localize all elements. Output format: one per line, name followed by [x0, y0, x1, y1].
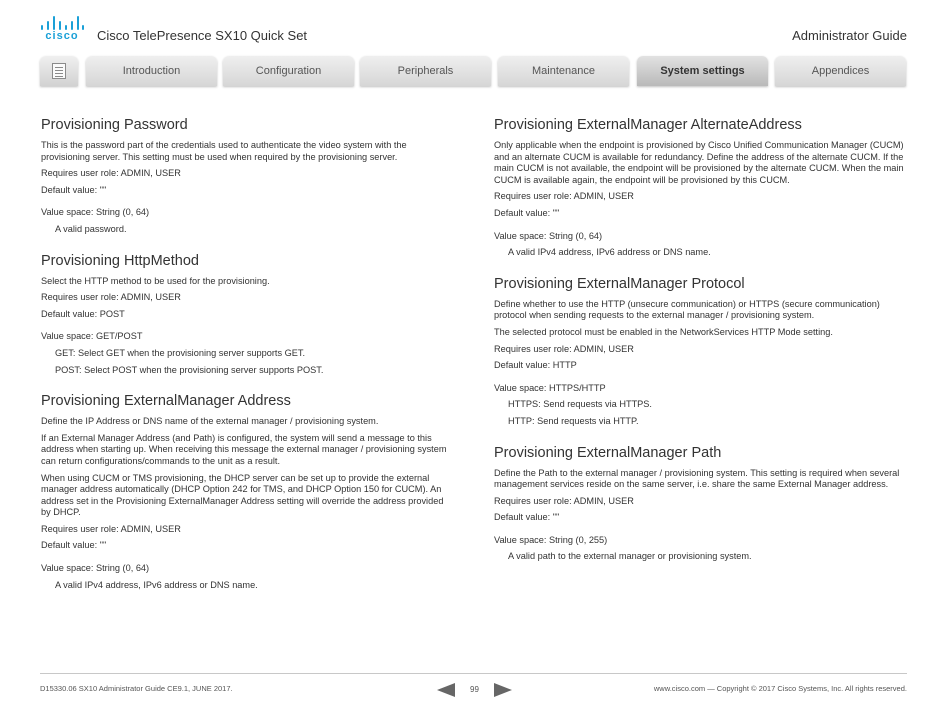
- setting-title: Provisioning HttpMethod: [41, 252, 199, 269]
- setting-description: Only applicable when the endpoint is provisioned by Cisco Unified Communication Manager (CUCM) and an alternate CUCM is available for redundancy. Define the address of the alternate CUCM. If the main CUCM is not available, the endpoint will be provisioned by the alternate CUCM. When the main CUCM is available again, the endpoint will be provisioned by this CUCM.: [494, 140, 904, 185]
- setting-title: Provisioning ExternalManager Path: [494, 444, 722, 461]
- tab-peripherals[interactable]: Peripherals: [360, 56, 491, 86]
- setting-value-space: Value space: HTTPS/HTTP: [494, 382, 606, 393]
- tab-maintenance[interactable]: Maintenance: [498, 56, 629, 86]
- footer-divider: [40, 673, 907, 674]
- setting-default: Default value: "": [494, 207, 560, 218]
- setting-section: [494, 274, 906, 428]
- setting-description: The selected protocol must be enabled in the NetworkServices HTTP Mode setting.: [494, 326, 833, 337]
- tab-system-settings[interactable]: System settings: [637, 56, 768, 86]
- right-column: [494, 115, 906, 578]
- triangle-right-icon[interactable]: [494, 683, 512, 697]
- setting-value: POST: Select POST when the provisioning server supports POST.: [55, 364, 324, 375]
- setting-description: Define the Path to the external manager / provisioning system. This setting is required when several management services reside on the same server, i.e. share the same External Manager address.: [494, 467, 900, 490]
- setting-description: When using CUCM or TMS provisioning, the DHCP server can be set up to provide the external manager address automatically (DHCP Option 242 for TMS, and DHCP Option 150 for CUCM). An address set in the Provisioning ExternalManager Address setting will override the address provided by DHCP.: [41, 472, 444, 518]
- tab-introduction[interactable]: Introduction: [86, 56, 217, 86]
- footer-document-id: D15330.06 SX10 Administrator Guide CE9.1, JUNE 2017.: [40, 684, 233, 693]
- setting-role: Requires user role: ADMIN, USER: [494, 191, 634, 202]
- setting-section: [41, 251, 453, 377]
- setting-default: Default value: "": [494, 512, 560, 523]
- page-number: 99: [470, 685, 479, 694]
- tab-home[interactable]: [40, 56, 78, 86]
- footer-copyright: www.cisco.com — Copyright © 2017 Cisco Systems, Inc. All rights reserved.: [653, 684, 907, 693]
- setting-default: Default value: HTTP: [494, 360, 577, 371]
- cisco-logo: [40, 16, 84, 44]
- cisco-logo-bars: [40, 16, 84, 30]
- setting-section: [494, 443, 906, 564]
- setting-title: Provisioning ExternalManager Address: [41, 393, 291, 410]
- cisco-logo-word: cisco: [45, 30, 79, 42]
- setting-section: [494, 115, 906, 259]
- setting-role: Requires user role: ADMIN, USER: [41, 292, 181, 303]
- setting-description: This is the password part of the credentials used to authenticate the video system with the provisioning server. This setting must be used when required by the provisioning server.: [41, 140, 407, 162]
- setting-section: [41, 391, 453, 591]
- setting-title: Provisioning ExternalManager Protocol: [494, 275, 745, 292]
- page-header: [0, 0, 950, 50]
- setting-role: Requires user role: ADMIN, USER: [494, 495, 634, 506]
- setting-title: Provisioning Password: [41, 117, 188, 133]
- pager: [437, 683, 512, 699]
- setting-title: Provisioning ExternalManager AlternateAddress: [494, 117, 802, 133]
- document-title: Cisco TelePresence SX10 Quick Set: [97, 28, 308, 43]
- setting-description: Define whether to use the HTTP (unsecure communication) or HTTPS (secure communication) protocol when sending requests to the external manager / provisioning system.: [494, 298, 880, 321]
- setting-value: A valid IPv4 address, IPv6 address or DNS name.: [55, 579, 258, 590]
- tab-appendices[interactable]: Appendices: [775, 56, 906, 86]
- setting-role: Requires user role: ADMIN, USER: [41, 168, 181, 179]
- setting-default: Default value: "": [41, 184, 107, 195]
- setting-default: Default value: "": [41, 540, 107, 551]
- setting-value: HTTPS: Send requests via HTTPS.: [508, 399, 652, 410]
- setting-value-space: Value space: String (0, 64): [494, 230, 603, 241]
- setting-value: A valid IPv4 address, IPv6 address or DNS name.: [508, 247, 711, 258]
- document-icon: [52, 63, 66, 79]
- setting-description: Select the HTTP method to be used for the provisioning.: [41, 275, 270, 286]
- setting-description: If an External Manager Address (and Path) is configured, the system will send a message to this address when starting up. When receiving this message the external manager / provisioning system can return configurations/commands to the unit as a result.: [41, 432, 447, 466]
- setting-role: Requires user role: ADMIN, USER: [41, 523, 181, 534]
- setting-description: Define the IP Address or DNS name of the external manager / provisioning system.: [41, 416, 379, 427]
- setting-default: Default value: POST: [41, 308, 125, 319]
- setting-value-space: Value space: String (0, 64): [41, 207, 150, 218]
- setting-value-space: Value space: String (0, 255): [494, 534, 608, 545]
- triangle-left-icon[interactable]: [437, 683, 455, 697]
- setting-section: [41, 115, 453, 236]
- tab-configuration[interactable]: Configuration: [223, 56, 354, 86]
- setting-value: A valid password.: [55, 223, 127, 234]
- setting-value-space: Value space: GET/POST: [41, 331, 143, 342]
- setting-value: HTTP: Send requests via HTTP.: [508, 415, 639, 426]
- left-column: [41, 115, 453, 606]
- setting-value: A valid path to the external manager or provisioning system.: [508, 551, 752, 562]
- guide-title: Administrator Guide: [792, 28, 907, 43]
- setting-value: GET: Select GET when the provisioning server supports GET.: [55, 347, 306, 358]
- setting-role: Requires user role: ADMIN, USER: [494, 343, 634, 354]
- tab-bar: [40, 56, 907, 86]
- setting-value-space: Value space: String (0, 64): [41, 563, 150, 574]
